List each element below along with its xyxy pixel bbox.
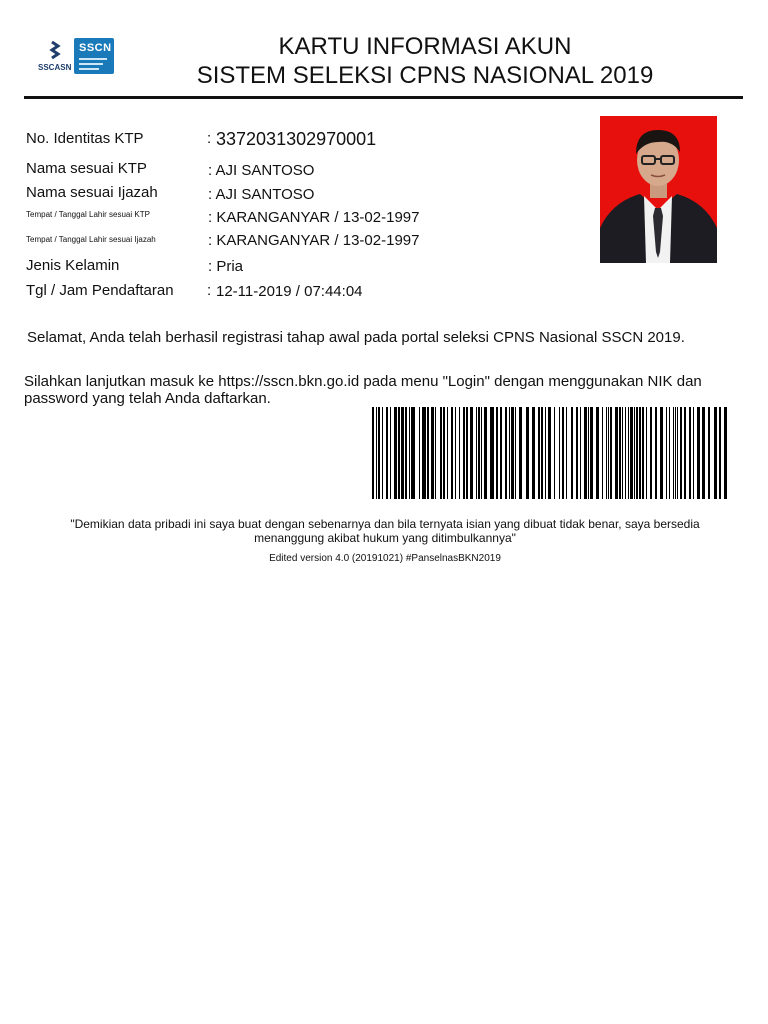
barcode-bar: [655, 407, 657, 499]
barcode-bar: [545, 407, 546, 499]
value-nama-ktp: : AJI SANTOSO: [208, 162, 315, 179]
label-no-identitas: No. Identitas KTP: [26, 130, 144, 147]
logo-line: [79, 58, 107, 60]
barcode-bar: [515, 407, 516, 499]
label-tgl-pendaftaran: Tgl / Jam Pendaftaran: [26, 282, 174, 299]
declaration-line-1: "Demikian data pribadi ini saya buat dengan sebenarnya dan bila ternyata isian yang dibuat tidak benar, saya bersedia: [70, 517, 700, 531]
barcode-bar: [386, 407, 388, 499]
barcode-bar: [390, 407, 391, 499]
logo-line: [79, 68, 99, 70]
barcode-bar: [419, 407, 420, 499]
barcode-bar: [500, 407, 502, 499]
barcode-bar: [680, 407, 682, 499]
barcode-bar: [405, 407, 407, 499]
barcode-bar: [639, 407, 641, 499]
barcode-bar: [606, 407, 607, 499]
barcode-bar: [490, 407, 494, 499]
barcode-bar: [401, 407, 404, 499]
barcode-bar: [484, 407, 487, 499]
barcode-bar: [409, 407, 410, 499]
barcode-bar: [677, 407, 678, 499]
barcode-bar: [532, 407, 535, 499]
barcode-bar: [562, 407, 564, 499]
barcode-bar: [554, 407, 555, 499]
barcode-bar: [576, 407, 578, 499]
barcode-bar: [398, 407, 400, 499]
barcode-bar: [642, 407, 644, 499]
barcode-bar: [559, 407, 560, 499]
barcode-bar: [669, 407, 670, 499]
declaration-line-2: menanggung akibat hukum yang ditimbulkannya": [254, 531, 516, 545]
declaration-statement: [40, 517, 730, 545]
success-message: Selamat, Anda telah berhasil registrasi tahap awal pada portal seleksi CPNS Nasional SSCN 2019.: [27, 329, 685, 346]
barcode-bar: [634, 407, 635, 499]
barcode-bar: [697, 407, 700, 499]
barcode-bar: [689, 407, 691, 499]
barcode-bar: [459, 407, 460, 499]
barcode-bar: [519, 407, 522, 499]
barcode-bar: [394, 407, 397, 499]
label-ttl-ktp: Tempat / Tanggal Lahir sesuai KTP: [26, 210, 150, 219]
barcode-bar: [580, 407, 581, 499]
logo-mark-icon: [52, 42, 58, 58]
colon-separator: :: [207, 282, 212, 299]
barcode-graphic: [372, 407, 730, 499]
logo-line: [79, 63, 103, 65]
edited-version-note: Edited version 4.0 (20191021) #PanselnasBKN2019: [269, 553, 501, 564]
label-nama-ktp: Nama sesuai KTP: [26, 160, 147, 177]
barcode-bar: [693, 407, 694, 499]
barcode-bar: [608, 407, 609, 499]
applicant-photo: [600, 116, 717, 263]
barcode-bar: [636, 407, 638, 499]
value-nama-ijazah: : AJI SANTOSO: [208, 186, 315, 203]
header-divider: [24, 96, 743, 99]
value-no-identitas: 3372031302970001: [216, 129, 377, 149]
barcode-bar: [666, 407, 667, 499]
barcode-bar: [382, 407, 383, 499]
barcode-bar: [481, 407, 482, 499]
colon-separator: :: [207, 130, 212, 147]
barcode-bar: [566, 407, 567, 499]
barcode-bar: [372, 407, 374, 499]
barcode-bar: [588, 407, 589, 499]
barcode-bar: [630, 407, 633, 499]
barcode-bar: [684, 407, 686, 499]
barcode-bar: [455, 407, 456, 499]
value-jenis-kelamin: : Pria: [208, 258, 244, 275]
barcode-bar: [615, 407, 618, 499]
value-ttl-ijazah: : KARANGANYAR / 13-02-1997: [208, 232, 420, 249]
barcode-bar: [496, 407, 498, 499]
barcode-bar: [470, 407, 473, 499]
barcode-bar: [476, 407, 477, 499]
barcode-bar: [673, 407, 674, 499]
barcode-bar: [435, 407, 436, 499]
barcode-bar: [610, 407, 612, 499]
barcode-bar: [443, 407, 445, 499]
logo-sscasn-text: SSCASN: [38, 63, 72, 72]
barcode-bar: [622, 407, 623, 499]
sscn-logo-text: SSCN: [79, 42, 112, 54]
barcode-bar: [675, 407, 676, 499]
label-jenis-kelamin: Jenis Kelamin: [26, 257, 120, 274]
barcode-bar: [596, 407, 599, 499]
value-ttl-ktp: : KARANGANYAR / 13-02-1997: [208, 209, 420, 226]
page-title-line1: KARTU INFORMASI AKUN: [278, 33, 572, 60]
registration-barcode: [372, 407, 730, 499]
barcode-bar: [719, 407, 721, 499]
label-ttl-ijazah: Tempat / Tanggal Lahir sesuai Ijazah: [26, 235, 156, 244]
instruction-line-2: password yang telah Anda daftarkan.: [24, 390, 271, 407]
barcode-bar: [447, 407, 448, 499]
barcode-bar: [478, 407, 480, 499]
sscasn-logo: [38, 40, 72, 72]
barcode-bar: [571, 407, 573, 499]
barcode-bar: [451, 407, 453, 499]
barcode-bar: [526, 407, 529, 499]
barcode-bar: [660, 407, 663, 499]
barcode-bar: [538, 407, 540, 499]
barcode-bar: [511, 407, 514, 499]
barcode-bar: [590, 407, 593, 499]
barcode-bar: [509, 407, 510, 499]
barcode-bar: [628, 407, 629, 499]
barcode-bar: [431, 407, 434, 499]
barcode-bar: [422, 407, 426, 499]
barcode-bar: [619, 407, 621, 499]
barcode-bar: [602, 407, 603, 499]
barcode-bar: [427, 407, 429, 499]
barcode-bar: [505, 407, 507, 499]
label-nama-ijazah: Nama sesuai Ijazah: [26, 184, 158, 201]
sscn-logo: [74, 38, 114, 74]
barcode-bar: [724, 407, 727, 499]
barcode-bar: [466, 407, 468, 499]
barcode-bar: [646, 407, 647, 499]
instruction-line-1: Silahkan lanjutkan masuk ke https://sscn.bkn.go.id pada menu "Login" dengan menggunakan NIK dan: [24, 373, 702, 390]
barcode-bar: [548, 407, 551, 499]
barcode-bar: [708, 407, 710, 499]
barcode-bar: [625, 407, 626, 499]
barcode-bar: [440, 407, 442, 499]
barcode-bar: [378, 407, 380, 499]
barcode-bar: [376, 407, 377, 499]
value-tgl-pendaftaran: 12-11-2019 / 07:44:04: [216, 283, 363, 300]
barcode-bar: [650, 407, 652, 499]
page-title-line2: SISTEM SELEKSI CPNS NASIONAL 2019: [196, 62, 654, 89]
barcode-bar: [463, 407, 465, 499]
barcode-bar: [411, 407, 415, 499]
barcode-bar: [541, 407, 543, 499]
barcode-bar: [584, 407, 587, 499]
barcode-bar: [702, 407, 705, 499]
barcode-bar: [714, 407, 717, 499]
